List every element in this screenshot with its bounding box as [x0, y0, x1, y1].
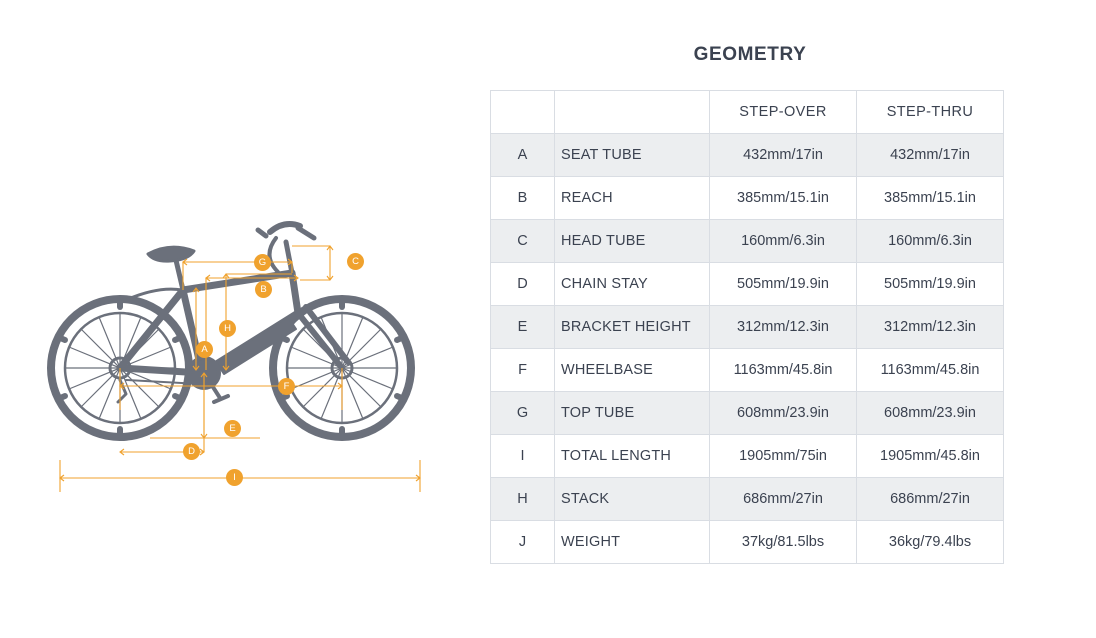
header-cell-letter: [491, 91, 555, 134]
callout-badge-a: A: [196, 341, 213, 358]
row-letter: H: [491, 478, 555, 521]
table-row: [491, 263, 1004, 306]
table-row: [491, 435, 1004, 478]
bike-geometry-illustration: [30, 170, 470, 530]
row-step-over: 686mm/27in: [710, 478, 857, 521]
table-row: [491, 177, 1004, 220]
row-letter: A: [491, 134, 555, 177]
callout-badge-c: C: [347, 253, 364, 270]
row-letter: B: [491, 177, 555, 220]
seatpost-saddle: [148, 247, 194, 290]
row-step-over: 1163mm/45.8in: [710, 349, 857, 392]
callout-badge-b: B: [255, 281, 272, 298]
row-name: CHAIN STAY: [555, 263, 710, 306]
row-letter: J: [491, 521, 555, 564]
rear-derailleur: [118, 380, 126, 402]
row-step-over: 160mm/6.3in: [710, 220, 857, 263]
row-step-over: 505mm/19.9in: [710, 263, 857, 306]
row-name: TOP TUBE: [555, 392, 710, 435]
callout-badge-g: G: [254, 254, 271, 271]
row-step-thru: 1905mm/45.8in: [857, 435, 1004, 478]
row-step-thru: 160mm/6.3in: [857, 220, 1004, 263]
table-header: [491, 91, 1004, 134]
row-step-over: 385mm/15.1in: [710, 177, 857, 220]
row-step-over: 1905mm/75in: [710, 435, 857, 478]
table-row: [491, 521, 1004, 564]
header-cell-step-thru: STEP-THRU: [857, 91, 1004, 134]
table-header-row: [491, 91, 1004, 134]
row-name: STACK: [555, 478, 710, 521]
row-name: HEAD TUBE: [555, 220, 710, 263]
row-step-thru: 1163mm/45.8in: [857, 349, 1004, 392]
row-letter: I: [491, 435, 555, 478]
callout-badge-f: F: [278, 378, 295, 395]
row-letter: C: [491, 220, 555, 263]
table-row: [491, 134, 1004, 177]
geometry-table: [490, 90, 1004, 564]
callout-badge-h: H: [219, 320, 236, 337]
table-row: [491, 349, 1004, 392]
row-step-thru: 432mm/17in: [857, 134, 1004, 177]
row-name: WHEELBASE: [555, 349, 710, 392]
row-name: REACH: [555, 177, 710, 220]
row-letter: F: [491, 349, 555, 392]
table-row: [491, 392, 1004, 435]
row-name: TOTAL LENGTH: [555, 435, 710, 478]
table-row: [491, 306, 1004, 349]
row-step-thru: 312mm/12.3in: [857, 306, 1004, 349]
row-step-over: 432mm/17in: [710, 134, 857, 177]
table-row: [491, 478, 1004, 521]
row-step-thru: 36kg/79.4lbs: [857, 521, 1004, 564]
row-letter: E: [491, 306, 555, 349]
callout-badge-e: E: [224, 420, 241, 437]
row-letter: G: [491, 392, 555, 435]
row-step-over: 312mm/12.3in: [710, 306, 857, 349]
table-body: [491, 134, 1004, 564]
row-name: BRACKET HEIGHT: [555, 306, 710, 349]
page-title: GEOMETRY: [693, 44, 807, 65]
row-step-over: 37kg/81.5lbs: [710, 521, 857, 564]
geometry-table-panel: [490, 44, 1010, 564]
row-step-over: 608mm/23.9in: [710, 392, 857, 435]
row-step-thru: 686mm/27in: [857, 478, 1004, 521]
row-step-thru: 608mm/23.9in: [857, 392, 1004, 435]
header-cell-name: [555, 91, 710, 134]
row-step-thru: 505mm/19.9in: [857, 263, 1004, 306]
row-name: WEIGHT: [555, 521, 710, 564]
callout-badge-d: D: [183, 443, 200, 460]
row-step-thru: 385mm/15.1in: [857, 177, 1004, 220]
header-cell-step-over: STEP-OVER: [710, 91, 857, 134]
bike-diagram-panel: [0, 0, 480, 638]
row-name: SEAT TUBE: [555, 134, 710, 177]
callout-badge-i: I: [226, 469, 243, 486]
table-row: [491, 220, 1004, 263]
row-letter: D: [491, 263, 555, 306]
